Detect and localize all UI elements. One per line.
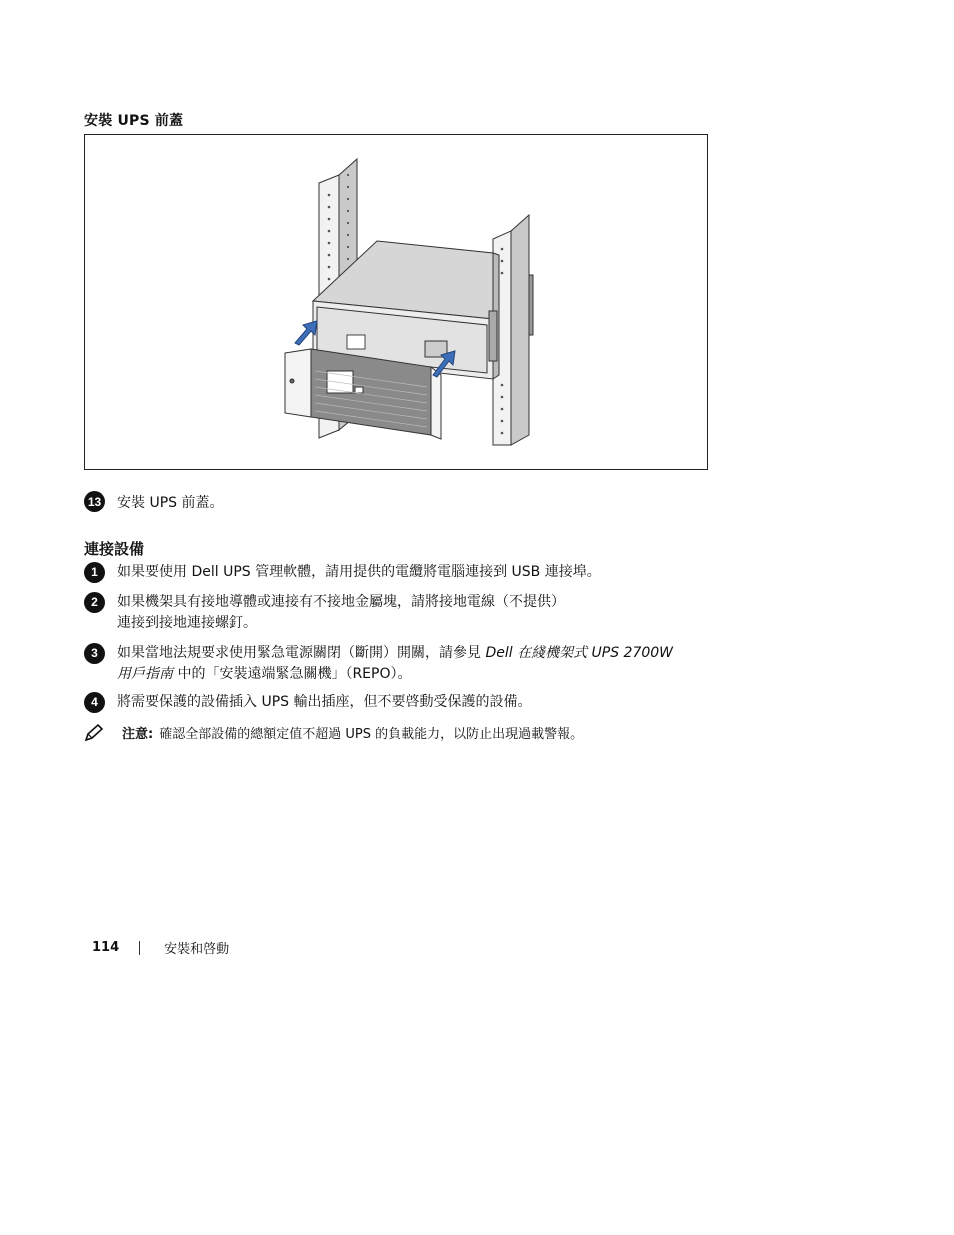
section-title: 安裝 UPS 前蓋 bbox=[84, 113, 184, 129]
figure-caption bbox=[84, 491, 223, 512]
note-pencil-icon bbox=[84, 724, 104, 742]
figure-caption-text: 安裝 UPS 前蓋。 bbox=[117, 494, 224, 511]
step-text: 將需要保護的設備插入 UPS 輸出插座，但不要啓動受保護的設備。 bbox=[117, 694, 532, 710]
note bbox=[84, 723, 583, 742]
footer-divider bbox=[139, 941, 140, 955]
user-guide-title-cont: 用戶指南 bbox=[117, 666, 173, 682]
step-number-badge: 3 bbox=[84, 643, 105, 664]
step-text: 如果當地法規要求使用緊急電源關閉（斷開）開關，請參見 bbox=[117, 645, 486, 661]
step-number-badge: 2 bbox=[84, 592, 105, 613]
step-text-line2: 連接到接地連接螺釘。 bbox=[117, 615, 257, 631]
step-4 bbox=[84, 692, 714, 713]
step-number-badge: 1 bbox=[84, 562, 105, 583]
step-text-line2: 中的「安裝遠端緊急關機」（REPO）。 bbox=[173, 666, 412, 682]
figure-illustration bbox=[84, 134, 708, 470]
page-footer bbox=[92, 938, 229, 957]
step-text: 如果機架具有接地導體或連接有不接地金屬塊，請將接地電線（不提供） bbox=[117, 594, 565, 610]
step-number-badge: 4 bbox=[84, 692, 105, 713]
ups-front-cover-illustration bbox=[85, 135, 709, 471]
note-text: 確認全部設備的總額定值不超過 UPS 的負載能力，以防止出現過載警報。 bbox=[159, 727, 584, 742]
step-2 bbox=[84, 592, 714, 634]
figure-number-badge: 13 bbox=[84, 491, 105, 512]
step-1 bbox=[84, 562, 714, 583]
chapter-title: 安裝和啓動 bbox=[164, 942, 230, 957]
step-text: 如果要使用 Dell UPS 管理軟體，請用提供的電纜將電腦連接到 USB 連接埠。 bbox=[117, 564, 601, 580]
connect-equipment-heading: 連接設備 bbox=[84, 540, 145, 558]
note-label: 注意: bbox=[122, 727, 154, 742]
user-guide-title: Dell 在綫機架式 UPS 2700W bbox=[485, 645, 674, 661]
step-3 bbox=[84, 643, 714, 685]
page-number: 114 bbox=[92, 940, 120, 955]
